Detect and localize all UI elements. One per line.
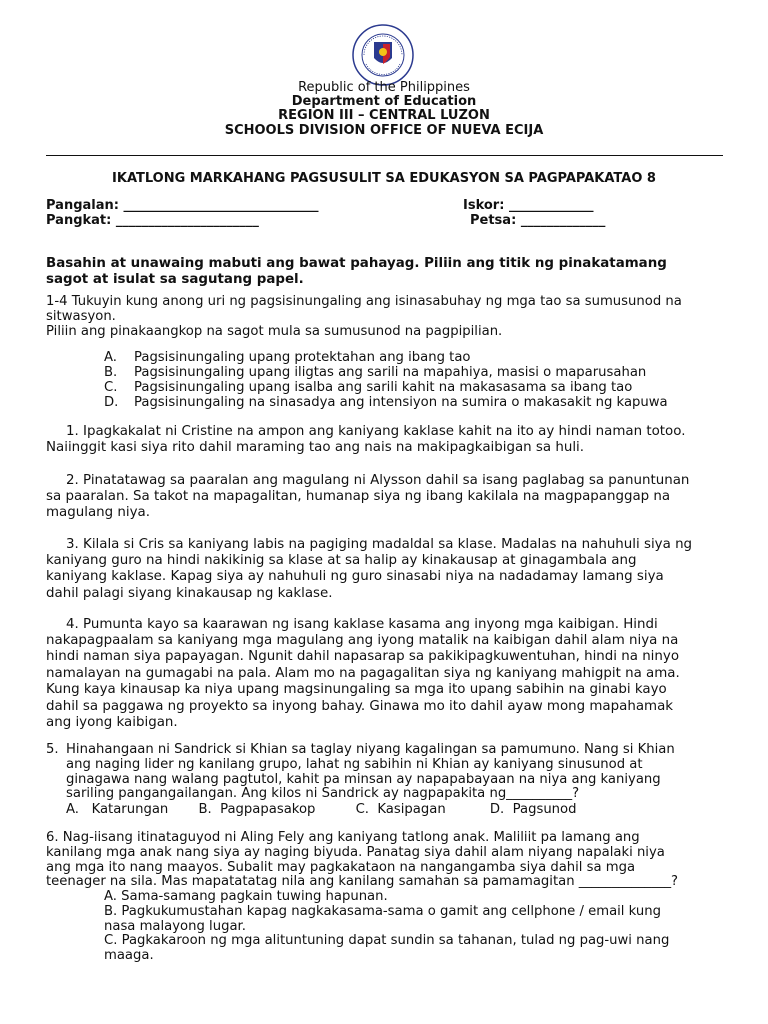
- choice-letter: A.: [104, 350, 117, 365]
- question-line: kaniyang guro na hindi nakikinig sa klase at sa halip ay kinakausap at ginagambala ang: [46, 553, 637, 568]
- petsa-field[interactable]: [470, 214, 605, 229]
- option-letter: D.: [489, 802, 505, 817]
- question-line: dahil palagi siyang kinakausap ng kaklase.: [46, 585, 333, 601]
- option-letter: C.: [355, 802, 369, 817]
- choice-text: Pagsisinungaling upang isalba ang sarili kahit na makasasama sa ibang tao: [134, 380, 633, 395]
- question-5: [66, 743, 746, 802]
- iskor-blank: _____________: [508, 198, 594, 213]
- iskor-label: Iskor:: [463, 198, 505, 213]
- question-5-options: [66, 802, 576, 817]
- choice-text: Pagsisinungaling na sinasadya ang intensiyon na sumira o makasakit ng kapuwa: [134, 395, 668, 410]
- question-5-number: 5.: [46, 742, 59, 757]
- exam-title: IKATLONG MARKAHANG PAGSUSULIT SA EDUKASYON SA PAGPAPAKATAO 8: [112, 171, 656, 186]
- option-text: Pagsunod: [512, 802, 577, 817]
- question-line: 3. Kilala si Cris sa kaniyang labis na pagiging madaldal sa klase. Madalas na nahuhuli siya ng: [66, 537, 693, 552]
- section-intro: [46, 294, 726, 339]
- question-line: Naiinggit kasi siya rito dahil maraming tao ang nais na makipagkaibigan sa huli.: [46, 440, 585, 455]
- pangkat-blank: ______________________: [115, 213, 259, 228]
- question-line: 1. Ipagkakalat ni Cristine na ampon ang kaniyang kaklase kahit na ito ay hindi naman totoo.: [66, 424, 686, 439]
- q6-option-b-cont: nasa malayong lugar.: [104, 918, 246, 934]
- question-4-cont: [46, 633, 726, 731]
- question-1: [66, 424, 736, 440]
- choice-item: [104, 350, 724, 365]
- question-line: hindi naman siya papayagan. Ngunit dahil napasarap sa pakikipagkuwentuhan, hindi na ninyo: [46, 649, 680, 665]
- option-text: Katarungan: [91, 802, 169, 817]
- question-line: 4. Pumunta kayo sa kaarawan ng isang kaklase kasama ang inyong mga kaibigan. Hindi: [66, 617, 658, 632]
- question-3-cont: [46, 553, 726, 602]
- question-line: ang iyong kaibigan.: [46, 715, 178, 731]
- choice-item: [104, 395, 724, 410]
- question-2: [66, 473, 736, 489]
- question-line: Kung kaya kinausap ka niya upang magsinungaling sa mga ito upang sabihin na ginabi kayo: [46, 682, 667, 698]
- question-line: ang naging lider ng kanilang grupo, lahat ng sabihin ni Khian ay kaniyang sinusunod at: [66, 756, 643, 772]
- q5-option-c: [356, 802, 446, 817]
- section-intro-line: 1-4 Tukuyin kung anong uri ng pagsisinungaling ang isinasabuhay ng mga tao sa sumusunod na: [46, 294, 682, 309]
- section-intro-line: Piliin ang pinakaangkop na sagot mula sa sumusunod na pagpipilian.: [46, 324, 503, 339]
- question-line: dahil sa paggawa ng proyekto sa inyong bahay. Ginawa mo ito dahil ayaw mong mapahamak: [46, 698, 674, 714]
- question-3: [66, 537, 736, 553]
- question-line: magulang niya.: [46, 505, 150, 521]
- pangalan-label: Pangalan:: [46, 198, 119, 213]
- question-line: 2. Pinatatawag sa paaralan ang magulang ni Alysson dahil sa isang paglabag sa panuntunan: [66, 473, 690, 488]
- header-region: REGION III – CENTRAL LUZON: [278, 108, 490, 123]
- option-text: Pagpapasakop: [220, 802, 316, 817]
- section-intro-line: sitwasyon.: [46, 309, 116, 324]
- header-divider: [46, 155, 723, 156]
- question-2-cont: [46, 489, 726, 522]
- petsa-label: Petsa:: [470, 213, 517, 228]
- q6-option-c-cont: maaga.: [104, 948, 154, 964]
- question-1-cont: [46, 440, 726, 456]
- question-line: sa paaralan. Sa takot na mapagalitan, humanap siya ng ibang kakilala na magpapanggap na: [46, 489, 671, 504]
- question-6-options: [104, 890, 744, 964]
- q6-option-b: B. Pagkukumustahan kapag nagkakasama-sama o gamit ang cellphone / email kung: [104, 903, 661, 919]
- choice-letter: C.: [104, 380, 118, 395]
- question-line: Hinahangaan ni Sandrick si Khian sa taglay niyang kagalingan sa pamumuno. Nang si Khian: [66, 742, 675, 757]
- option-letter: B.: [198, 802, 212, 817]
- question-line: ang mga ito nang maayos. Subalit may pagkakataon na nangangamba siya dahil sa mga: [46, 859, 636, 875]
- question-line: teenager na sila. Mas mapatatatag nila ang kanilang samahan sa pamamagitan ______________?: [46, 874, 679, 890]
- pangalan-field[interactable]: [46, 199, 319, 214]
- choice-list: [104, 350, 724, 410]
- question-line: 6. Nag-iisang itinataguyod ni Aling Fely ang kaniyang tatlong anak. Maliliit pa lamang ang: [46, 830, 640, 845]
- q5-option-b: [198, 802, 315, 817]
- deped-seal-logo: [352, 24, 414, 86]
- question-line: ginagawa nang walang pagtutol, kahit pa minsan ay napapabayaan na niya ang kaniyang: [66, 771, 661, 787]
- header-republic: Republic of the Philippines: [298, 80, 470, 95]
- pangkat-label: Pangkat:: [46, 213, 112, 228]
- q5-option-d: [490, 802, 577, 817]
- header-division: SCHOOLS DIVISION OFFICE OF NUEVA ECIJA: [224, 123, 544, 138]
- instructions-line: sagot at isulat sa sagutang papel.: [46, 272, 304, 288]
- choice-text: Pagsisinungaling upang protektahan ang ibang tao: [134, 350, 471, 365]
- question-6: [46, 831, 736, 890]
- header-department: Department of Education: [291, 94, 477, 109]
- choice-letter: B.: [104, 365, 118, 380]
- iskor-field[interactable]: [463, 199, 593, 214]
- question-line: kanilang mga anak nang siya ay naging biyuda. Panatag siya dahil alam niyang napalaki niya: [46, 844, 665, 860]
- question-line: namalayan na gumagabi na pala. Alam mo na pagagalitan siya ng kaniyang mahigpit na ama.: [46, 665, 680, 681]
- instructions-line: Basahin at unawaing mabuti ang bawat pahayag. Piliin ang titik ng pinakatamang: [46, 256, 667, 271]
- q6-option-a: A. Sama-samang pagkain tuwing hapunan.: [104, 889, 388, 904]
- choice-item: [104, 365, 724, 380]
- question-line: sariling pangangailangan. Ang kilos ni Sandrick ay nagpapakita ng__________?: [66, 786, 580, 802]
- option-text: Kasipagan: [377, 802, 446, 817]
- choice-text: Pagsisinungaling upang iligtas ang sarili na mapahiya, masisi o maparusahan: [134, 365, 647, 380]
- q5-option-a: [66, 802, 168, 817]
- question-4: [66, 617, 736, 633]
- choice-item: [104, 380, 724, 395]
- pangkat-field[interactable]: [46, 214, 259, 229]
- choice-letter: D.: [104, 395, 119, 410]
- question-line: nakapagpaalam sa kaniyang mga magulang ang iyong matalik na kaibigan dahil alam niya na: [46, 633, 679, 648]
- petsa-blank: _____________: [520, 213, 606, 228]
- option-letter: A.: [66, 802, 79, 817]
- instructions: [46, 256, 726, 289]
- q6-option-c: C. Pagkakaroon ng mga alituntuning dapat sundin sa tahanan, tulad ng pag-uwi nang: [104, 933, 670, 949]
- pangalan-blank: ______________________________: [123, 198, 319, 213]
- question-line: kaniyang kaklase. Kapag siya ay nahuhuli ng guro sinasabi niya na nadadamay lamang siya: [46, 569, 664, 585]
